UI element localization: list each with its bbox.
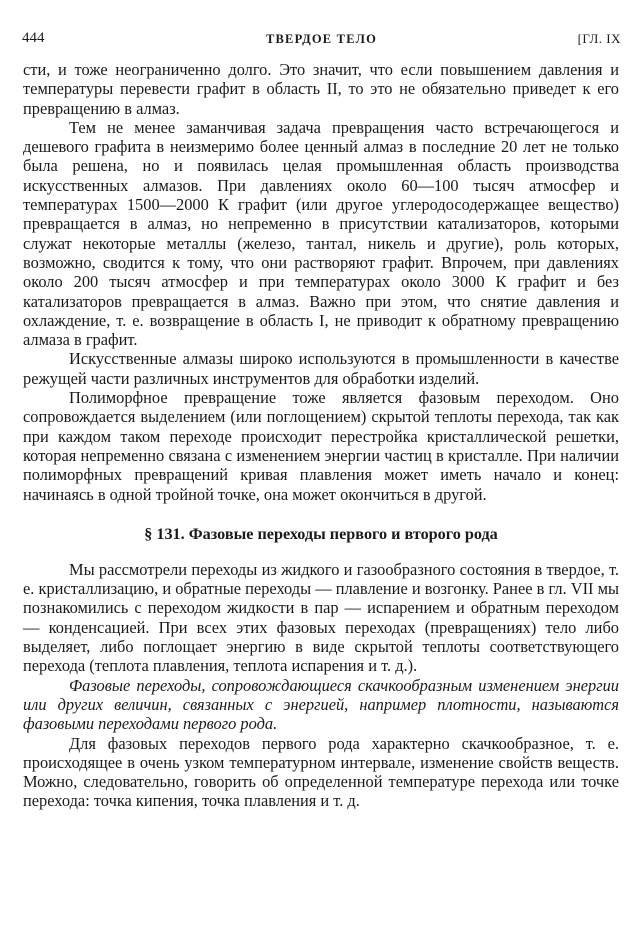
paragraph: Для фазовых переходов первого рода характерно скачкообразное, т. е. происходящее в очень узком температурном интервале, изменение свойств веществ. Можно, следовательно, говорить об определенной температуре перехода или точке перехода: точка кипения, точка плавления и т. д. [23, 733, 619, 811]
paragraph: Искусственные алмазы широко используются в промышленности в качестве режущей части различных инструментов для обработки изделий. [23, 349, 619, 388]
paragraph: Полиморфное превращение тоже является фазовым переходом. Оно сопровождается выделением (или поглощением) скрытой теплоты перехода, так как при каждом таком переходе происходит перестройка кристаллической решетки, которая непременно связана с изменением энергии частиц в кристалле. При наличии полиморфных превращений кривая плавления может иметь начало и конец: начинаясь в одной тройной точке, она может окончиться в другой. [23, 388, 619, 504]
section-heading: § 131. Фазовые переходы первого и второго рода [144, 524, 498, 543]
running-title: ТВЕРДОЕ ТЕЛО [265, 32, 378, 46]
paragraph-continued: сти, и тоже неограниченно долго. Это значит, что если повышением давления и температуры перевести графит в область II, то это не обязательно приведет к его превращению в алмаз. [23, 60, 619, 118]
page-number: 444 [22, 30, 45, 46]
page-header [22, 30, 621, 50]
chapter-label: [ГЛ. IX [577, 31, 621, 46]
paragraph: Тем не менее заманчивая задача превращения часто встречающегося и дешевого графита в неизмеримо более ценный алмаз в последние 20 лет не только была решена, но и появилась целая промышленная область производства искусственных алмазов. При давлениях около 60—100 тысяч атмосфер и температурах 1500—2000 К графит (или другое углеродосодержащее вещество) превращается в алмаз, но непременно в присутствии катализаторов, которыми служат некоторые металлы (железо, тантал, никель и другие), роль которых, возможно, сводится к тому, что они растворяют графит. Впрочем, при давлениях около 200 тысяч атмосфер и при температурах около 3000 К графит и без катализаторов превращается в алмаз. Важно при этом, что снятие давления и охлаждение, т. е. возвращение в область I, не приводит к обратному превращению алмаза в графит. [23, 117, 619, 350]
paragraph: Мы рассмотрели переходы из жидкого и газообразного состояния в твердое, т. е. кристаллизацию, и обратные переходы — плавление и возгонку. Ранее в гл. VII мы познакомились с переходом жидкости в пар — испарением и обратным переходом — конденсацией. При всех этих фазовых переходах (превращениях) тело либо выделяет, либо поглощает энергию в виде скрытой теплоты соответствующего перехода (теплота плавления, теплота испарения и т. д.). [23, 559, 619, 676]
page-body [23, 60, 619, 811]
definition-paragraph: Фазовые переходы, сопровождающиеся скачкообразным изменением энергии или других величин, связанных с энергией, например плотности, называются фазовыми переходами первого рода. [23, 675, 619, 734]
